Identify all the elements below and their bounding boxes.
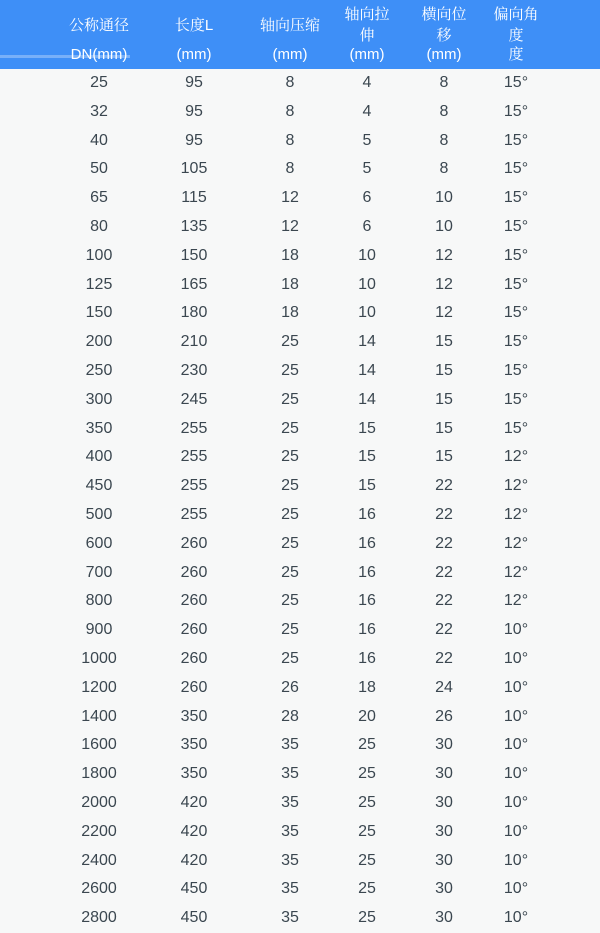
table-cell: 5	[362, 131, 372, 149]
table-cell: 15°	[503, 102, 529, 120]
table-cell: 10°	[503, 649, 529, 667]
table-cell: 12	[281, 189, 299, 207]
table-cell: 10	[358, 275, 376, 293]
table-cell: 420	[180, 793, 208, 811]
column-header-nominal-diameter: 公称通径	[0, 0, 148, 45]
table-cell: 450	[180, 880, 208, 898]
table-cell: 25	[281, 563, 299, 581]
table-cell: 15	[358, 477, 376, 495]
table-row	[0, 587, 600, 616]
table-cell: 350	[180, 736, 208, 754]
table-row	[0, 645, 600, 674]
table-cell: 12°	[503, 563, 529, 581]
table-cell: 2000	[81, 793, 117, 811]
table-cell: 10	[435, 217, 453, 235]
table-cell: 20	[358, 707, 376, 725]
table-cell: 35	[281, 765, 299, 783]
table-body	[0, 69, 600, 933]
table-cell: 22	[435, 621, 453, 639]
table-cell: 25	[281, 592, 299, 610]
column-header-axial-compression: 轴向压缩	[240, 0, 340, 45]
table-cell: 260	[180, 592, 208, 610]
table-cell: 12°	[503, 448, 529, 466]
table-cell: 450	[85, 477, 113, 495]
table-row	[0, 703, 600, 732]
table-row	[0, 213, 600, 242]
table-cell: 12°	[503, 592, 529, 610]
table-cell: 200	[85, 333, 113, 351]
column-header-lateral-displacement-unit: (mm)	[415, 45, 493, 69]
table-cell: 105	[180, 160, 208, 178]
table-cell: 12°	[503, 534, 529, 552]
table-cell: 25	[358, 793, 376, 811]
table-cell: 10°	[503, 707, 529, 725]
table-cell: 15°	[503, 131, 529, 149]
table-cell: 18	[358, 678, 376, 696]
table-cell: 15	[435, 333, 453, 351]
table-cell: 300	[85, 390, 113, 408]
table-cell: 15	[435, 361, 453, 379]
table-cell: 255	[180, 505, 208, 523]
table-cell: 245	[180, 390, 208, 408]
table-cell: 32	[90, 102, 108, 120]
table-cell: 26	[281, 678, 299, 696]
table-cell: 24	[435, 678, 453, 696]
table-cell: 15°	[503, 217, 529, 235]
table-cell: 15	[435, 448, 453, 466]
table-cell: 25	[358, 851, 376, 869]
table-cell: 50	[90, 160, 108, 178]
table-cell: 95	[185, 102, 203, 120]
table-cell: 255	[180, 419, 208, 437]
table-row	[0, 271, 600, 300]
table-cell: 5	[362, 160, 372, 178]
table-cell: 30	[435, 909, 453, 927]
table-cell: 25	[281, 621, 299, 639]
table-cell: 35	[281, 880, 299, 898]
table-cell: 8	[439, 74, 449, 91]
table-cell: 255	[180, 477, 208, 495]
table-row	[0, 242, 600, 271]
table-cell: 125	[85, 275, 113, 293]
table-cell: 420	[180, 822, 208, 840]
table-cell: 10°	[503, 909, 529, 927]
table-row	[0, 328, 600, 357]
table-cell: 15°	[503, 361, 529, 379]
table-cell: 600	[85, 534, 113, 552]
table-cell: 400	[85, 448, 113, 466]
table-cell: 15°	[503, 160, 529, 178]
table-cell: 2600	[81, 880, 117, 898]
table-cell: 25	[281, 361, 299, 379]
table-row	[0, 443, 600, 472]
table-cell: 2800	[81, 909, 117, 927]
table-cell: 16	[358, 592, 376, 610]
table-cell: 10°	[503, 851, 529, 869]
table-cell: 30	[435, 851, 453, 869]
table-cell: 25	[358, 822, 376, 840]
table-cell: 165	[180, 275, 208, 293]
table-cell: 26	[435, 707, 453, 725]
table-cell: 8	[285, 102, 295, 120]
table-row	[0, 357, 600, 386]
table-cell: 15°	[503, 246, 529, 264]
table-cell: 12	[435, 246, 453, 264]
table-cell: 260	[180, 563, 208, 581]
table-cell: 25	[281, 390, 299, 408]
table-cell: 8	[439, 102, 449, 120]
column-header-axial-extension: 轴向拉伸	[340, 0, 415, 45]
table-cell: 900	[85, 621, 113, 639]
table-cell: 135	[180, 217, 208, 235]
table-row	[0, 127, 600, 156]
table-cell: 10°	[503, 736, 529, 754]
header-row-units	[0, 45, 600, 69]
table-cell: 16	[358, 563, 376, 581]
table-cell: 10°	[503, 678, 529, 696]
table-row	[0, 501, 600, 530]
table-cell: 14	[358, 361, 376, 379]
table-cell: 22	[435, 592, 453, 610]
table-row	[0, 731, 600, 760]
table-cell: 80	[90, 217, 108, 235]
table-cell: 150	[85, 304, 113, 322]
table-cell: 100	[85, 246, 113, 264]
table-cell: 115	[181, 189, 207, 207]
column-header-deflection-angle-unit: 度	[493, 45, 600, 69]
table-cell: 1600	[81, 736, 117, 754]
table-cell: 25	[281, 505, 299, 523]
table-cell: 14	[358, 390, 376, 408]
table-cell: 22	[435, 649, 453, 667]
table-cell: 350	[180, 707, 208, 725]
table-cell: 10	[358, 304, 376, 322]
table-cell: 15	[435, 419, 453, 437]
table-cell: 10°	[503, 822, 529, 840]
table-cell: 450	[180, 909, 208, 927]
table-cell: 10°	[503, 621, 529, 639]
table-cell: 28	[281, 707, 299, 725]
table-cell: 15	[358, 448, 376, 466]
table-cell: 700	[85, 563, 113, 581]
table-cell: 35	[281, 736, 299, 754]
table-cell: 25	[358, 736, 376, 754]
table-cell: 40	[90, 131, 108, 149]
table-row	[0, 760, 600, 789]
table-cell: 4	[362, 74, 372, 91]
table-cell: 12	[435, 304, 453, 322]
table-cell: 6	[362, 189, 372, 207]
table-cell: 22	[435, 563, 453, 581]
table-row	[0, 875, 600, 904]
table-row	[0, 184, 600, 213]
table-cell: 15	[358, 419, 376, 437]
table-cell: 8	[439, 131, 449, 149]
table-cell: 12°	[503, 477, 529, 495]
table-cell: 16	[358, 621, 376, 639]
table-cell: 18	[281, 275, 299, 293]
table-cell: 260	[180, 678, 208, 696]
table-cell: 15°	[503, 189, 529, 207]
table-cell: 1200	[81, 678, 117, 696]
table-cell: 1800	[81, 765, 117, 783]
table-row	[0, 616, 600, 645]
table-cell: 25	[90, 74, 108, 91]
table-cell: 15°	[503, 419, 529, 437]
table-cell: 12	[435, 275, 453, 293]
table-row	[0, 530, 600, 559]
table-cell: 25	[281, 477, 299, 495]
table-cell: 25	[358, 765, 376, 783]
table-cell: 35	[281, 822, 299, 840]
table-cell: 12°	[503, 505, 529, 523]
table-cell: 150	[180, 246, 208, 264]
table-cell: 8	[285, 74, 295, 91]
table-cell: 25	[281, 534, 299, 552]
table-cell: 2200	[81, 822, 117, 840]
table-cell: 25	[281, 419, 299, 437]
table-cell: 25	[281, 333, 299, 351]
table-cell: 6	[362, 217, 372, 235]
table-cell: 10	[358, 246, 376, 264]
table-cell: 18	[281, 304, 299, 322]
table-cell: 1000	[81, 649, 117, 667]
header-row-names	[0, 0, 600, 45]
table-cell: 16	[358, 649, 376, 667]
table-cell: 30	[435, 822, 453, 840]
column-header-length: 长度L	[148, 0, 240, 45]
table-cell: 250	[85, 361, 113, 379]
table-header	[0, 0, 600, 69]
table-row	[0, 386, 600, 415]
table-cell: 12	[281, 217, 299, 235]
table-cell: 65	[90, 189, 108, 207]
table-cell: 16	[358, 534, 376, 552]
column-header-nominal-diameter-unit: DN(mm)	[0, 45, 148, 69]
table-cell: 35	[281, 851, 299, 869]
table-row	[0, 904, 600, 933]
table-cell: 15°	[503, 390, 529, 408]
table-cell: 180	[180, 304, 208, 322]
table-cell: 15	[435, 390, 453, 408]
table-cell: 10°	[503, 765, 529, 783]
table-cell: 22	[435, 477, 453, 495]
table-cell: 35	[281, 793, 299, 811]
table-row	[0, 818, 600, 847]
table-cell: 10	[435, 189, 453, 207]
table-cell: 18	[281, 246, 299, 264]
table-cell: 1400	[81, 707, 117, 725]
table-row	[0, 69, 600, 98]
table-cell: 30	[435, 736, 453, 754]
table-cell: 25	[281, 649, 299, 667]
table-cell: 15°	[503, 304, 529, 322]
table-cell: 8	[285, 131, 295, 149]
table-cell: 25	[358, 909, 376, 927]
table-cell: 350	[180, 765, 208, 783]
column-header-axial-compression-unit: (mm)	[240, 45, 340, 69]
column-header-axial-extension-unit: (mm)	[340, 45, 415, 69]
table-cell: 350	[85, 419, 113, 437]
table-cell: 8	[439, 160, 449, 178]
table-cell: 22	[435, 534, 453, 552]
table-cell: 2400	[81, 851, 117, 869]
table-cell: 15°	[503, 275, 529, 293]
table-cell: 15°	[503, 74, 529, 91]
table-cell: 4	[362, 102, 372, 120]
table-cell: 230	[180, 361, 208, 379]
column-header-length-unit: (mm)	[148, 45, 240, 69]
table-cell: 30	[435, 880, 453, 898]
table-cell: 260	[180, 621, 208, 639]
table-row	[0, 674, 600, 703]
table-cell: 10°	[503, 793, 529, 811]
table-cell: 10°	[503, 880, 529, 898]
table-row	[0, 98, 600, 127]
table-cell: 30	[435, 793, 453, 811]
table-cell: 95	[185, 74, 203, 91]
table-cell: 15°	[503, 333, 529, 351]
table-cell: 14	[358, 333, 376, 351]
table-cell: 35	[281, 909, 299, 927]
table-cell: 30	[435, 765, 453, 783]
table-cell: 210	[180, 333, 208, 351]
table-cell: 260	[180, 534, 208, 552]
table-cell: 25	[358, 880, 376, 898]
column-header-lateral-displacement: 横向位移	[415, 0, 493, 45]
table-cell: 420	[180, 851, 208, 869]
table-cell: 8	[285, 160, 295, 178]
table-row	[0, 559, 600, 588]
table-cell: 500	[85, 505, 113, 523]
table-cell: 22	[435, 505, 453, 523]
table-cell: 800	[85, 592, 113, 610]
table-cell: 260	[180, 649, 208, 667]
table-cell: 255	[180, 448, 208, 466]
table-row	[0, 155, 600, 184]
table-cell: 16	[358, 505, 376, 523]
table-row	[0, 789, 600, 818]
table-cell: 95	[185, 131, 203, 149]
column-header-deflection-angle: 偏向角度	[493, 0, 600, 45]
table-row	[0, 415, 600, 444]
table-row	[0, 847, 600, 876]
table-cell: 25	[281, 448, 299, 466]
table-row	[0, 472, 600, 501]
table-row	[0, 299, 600, 328]
